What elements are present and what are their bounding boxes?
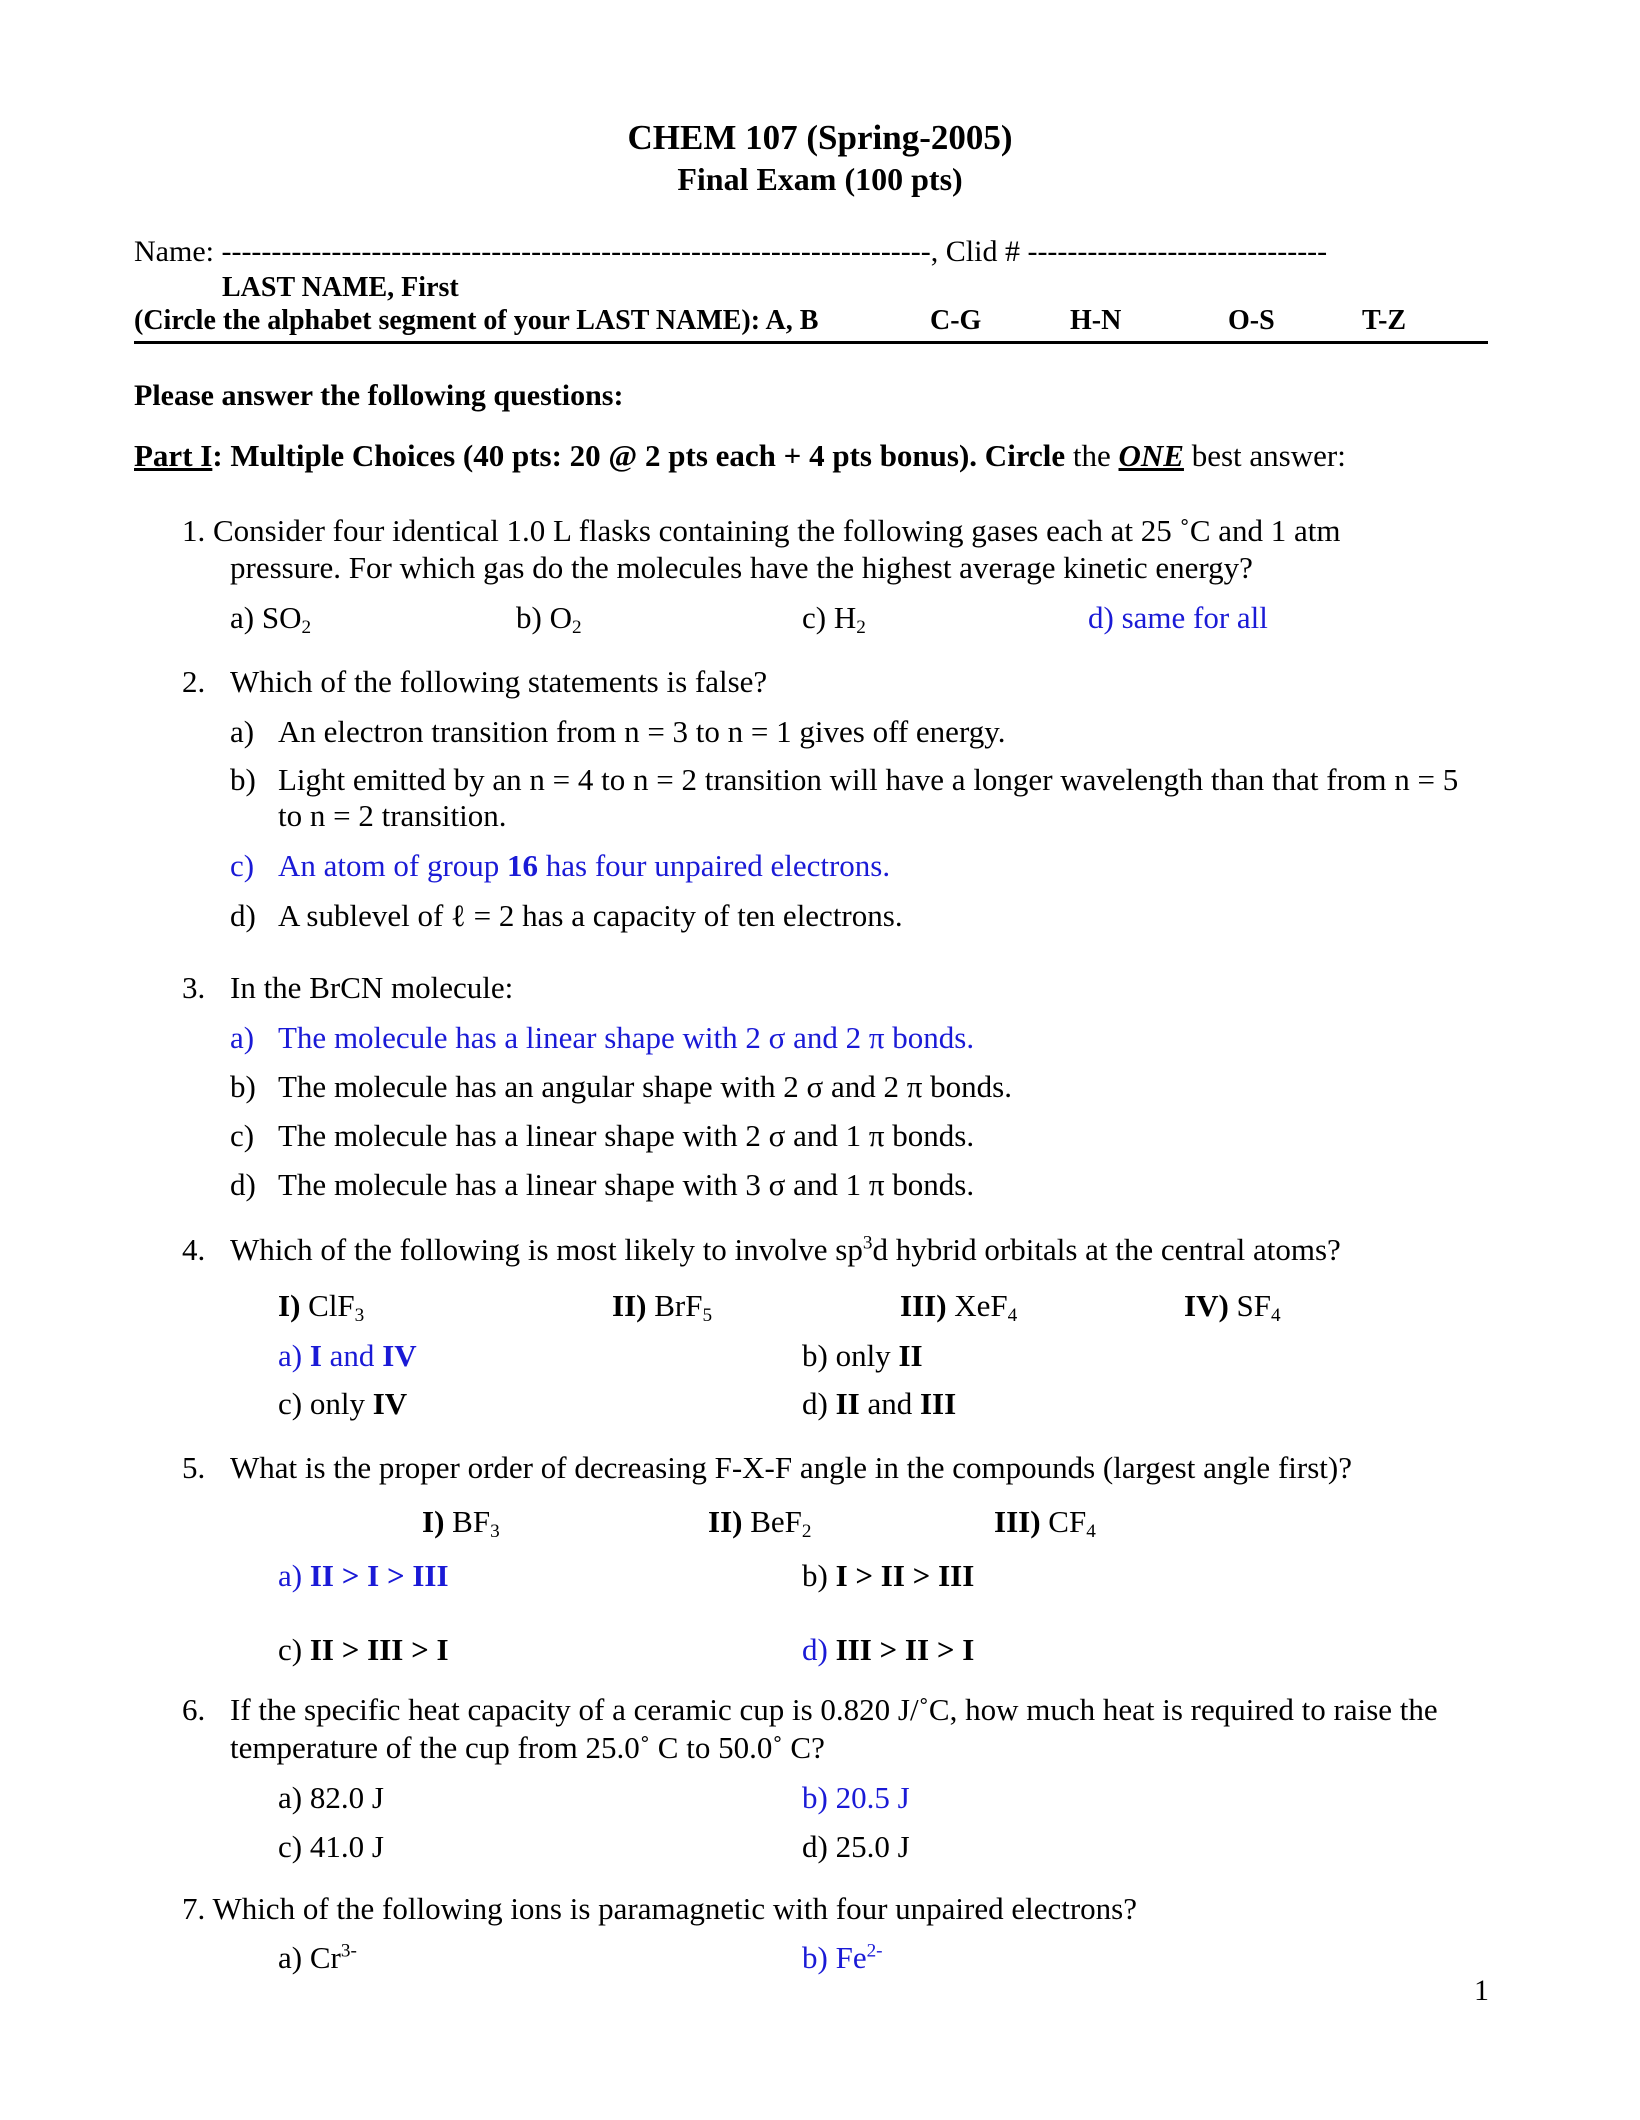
q5-number: 5. [182,1450,206,1485]
q2-a-label: a) [230,714,255,749]
q3-option-a: The molecule has a linear shape with 2 σ and 2 π bonds. [278,1020,975,1055]
q1-option-b: b) $O_2$ [516,600,582,638]
q2-c-label: c) [230,848,255,883]
q2-option-b-line2: to n = 2 transition. [278,798,507,833]
instructions: Please answer the following questions: [134,379,624,412]
q7-stem: 7. Which of the following ions is paramagnetic with four unpaired electrons? [182,1891,1137,1926]
q6-line1: If the specific heat capacity of a ceramic cup is 0.820 J/˚C, how much heat is required to raise the [230,1692,1438,1727]
q2-option-d: A sublevel of ℓ = 2 has a capacity of ten electrons. [278,898,903,933]
q7-option-b: b) $Fe^{2-}$ [802,1940,883,1975]
segment-h-n: H-N [1070,305,1122,336]
q4-option-a: a) I and IV [278,1338,417,1373]
q1-option-d: d) same for all [1088,600,1268,635]
q6-line2: temperature of the cup from 25.0˚ C to 50.0˚ C? [230,1730,825,1765]
q2-number: 2. [182,664,206,699]
q4-option-d: d) II and III [802,1386,957,1421]
q6-option-c: c) 41.0 J [278,1829,384,1864]
q4-compound-ii: II) BrF$_5$ [612,1288,713,1326]
q4-option-c: c) only IV [278,1386,408,1421]
q4-stem: Which of the following is most likely to involve $sp^3d$ hybrid orbitals at the central atoms? [230,1232,1341,1267]
last-name-label: LAST NAME, First [222,272,459,303]
q5-stem: What is the proper order of decreasing F-X-F angle in the compounds (largest angle first)? [230,1450,1352,1485]
part1-the: the [1065,438,1119,473]
q1-option-a: a) $SO_2$ [230,600,312,638]
segment-c-g: C-G [930,305,982,336]
q5-option-d: d) III > II > I [802,1632,975,1667]
q1-line1: 1. Consider four identical 1.0 L flasks containing the following gases each at 25 ˚C and 1 atm [182,513,1341,548]
course-title: CHEM 107 (Spring-2005) [627,118,1013,157]
q5-compound-ii: II) BeF$_2$ [708,1504,812,1542]
q2-b-label: b) [230,762,256,797]
page-number: 1 [1474,1974,1489,2007]
q6-number: 6. [182,1692,206,1727]
q4-compound-i: I) ClF$_3$ [278,1288,365,1326]
q6-option-b: b) 20.5 J [802,1780,910,1815]
q2-option-c: An atom of group 16 has four unpaired electrons. [278,848,891,883]
q2-d-label: d) [230,898,256,933]
q4-number: 4. [182,1232,206,1267]
name-line: Name: -----------------------------------------------------------------------, Clid # ------------------------------ [134,235,1328,268]
q5-option-b: b) I > II > III [802,1558,975,1593]
q3-option-b: The molecule has an angular shape with 2 σ and 2 π bonds. [278,1069,1012,1104]
part1-one: ONE [1118,438,1184,473]
part1-heading [134,440,1346,471]
q5-compound-iii: III) $CF_4$ [994,1504,1096,1542]
exam-title: Final Exam (100 pts) [677,161,963,197]
q1-option-c: c) $H_2$ [802,600,866,638]
q4-option-b: b) only II [802,1338,923,1373]
q3-c-label: c) [230,1118,255,1153]
q2-option-b-line1: Light emitted by an n = 4 to n = 2 transition will have a longer wavelength than that from n = 5 [278,762,1459,797]
q3-option-d: The molecule has a linear shape with 3 σ and 1 π bonds. [278,1167,975,1202]
part1-label: Part I [134,438,213,473]
q1-line2: pressure. For which gas do the molecules have the highest average kinetic energy? [230,550,1253,585]
q3-option-c: The molecule has a linear shape with 2 σ and 1 π bonds. [278,1118,975,1153]
q5-option-a: a) II > I > III [278,1558,449,1593]
q7-option-a: a) $Cr^{3-}$ [278,1940,357,1975]
q4-compound-iii: III) XeF$_4$ [900,1288,1018,1326]
q3-number: 3. [182,970,206,1005]
q5-option-c: c) II > III > I [278,1632,449,1667]
part1-heading-text: : Multiple Choices (40 pts: 20 @ 2 pts each + 4 pts bonus). Circle [212,438,1066,473]
circle-segment-label: (Circle the alphabet segment of your LAST NAME): A, B [134,305,819,336]
q4-compound-iv: IV) $SF_4$ [1184,1288,1281,1326]
q6-option-a: a) 82.0 J [278,1780,384,1815]
q5-compound-i: I) $BF_3$ [422,1504,500,1542]
header-divider [134,341,1488,344]
q2-stem: Which of the following statements is false? [230,664,768,699]
segment-o-s: O-S [1228,305,1275,336]
segment-t-z: T-Z [1362,305,1407,336]
q3-d-label: d) [230,1167,256,1202]
q6-option-d: d) 25.0 J [802,1829,910,1864]
q3-a-label: a) [230,1020,255,1055]
q3-stem: In the BrCN molecule: [230,970,514,1005]
q2-option-a: An electron transition from n = 3 to n = 1 gives off energy. [278,714,1006,749]
q3-b-label: b) [230,1069,256,1104]
part1-tail: best answer: [1183,438,1346,473]
